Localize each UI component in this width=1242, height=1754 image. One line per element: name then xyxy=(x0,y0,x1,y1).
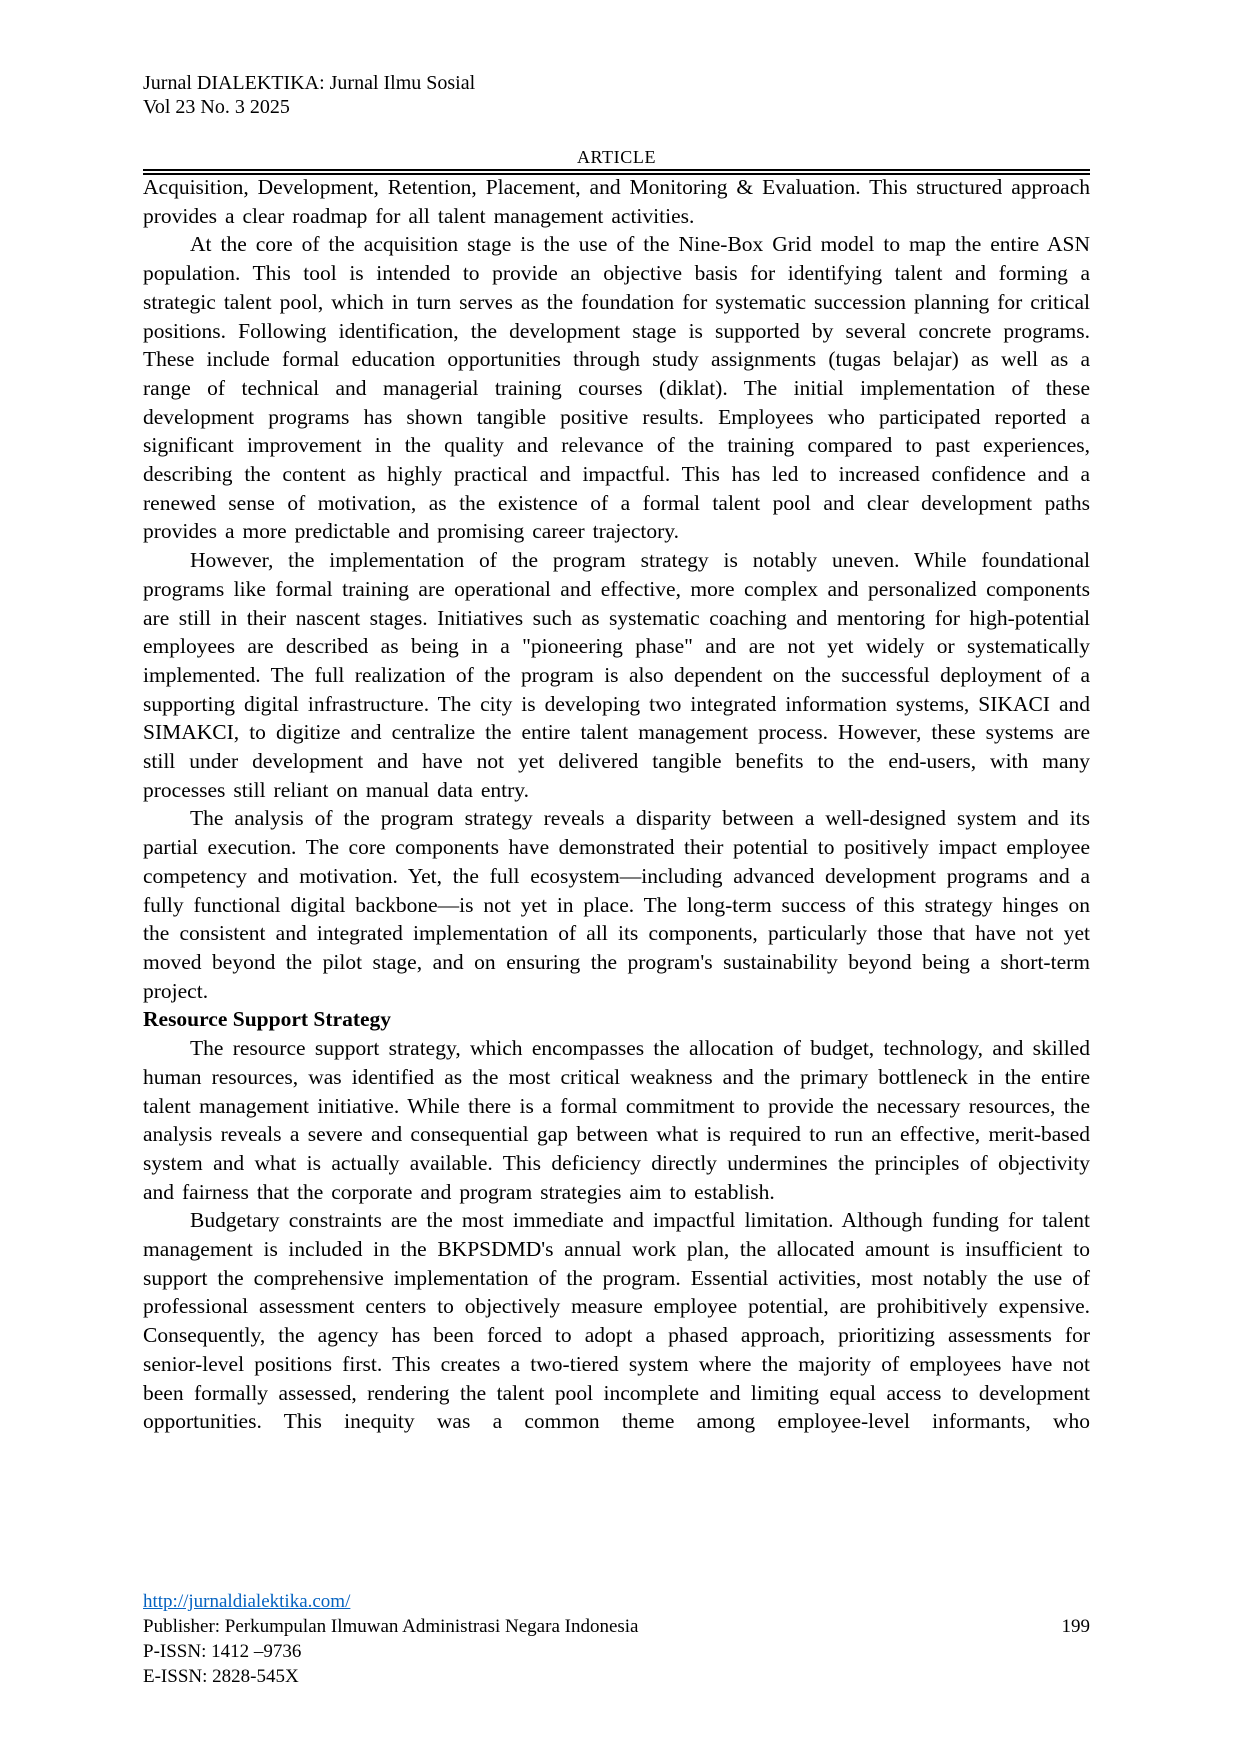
body-paragraph: The analysis of the program strategy reveals a disparity between a well-designed system and its partial execution. The core components have demonstrated their potential to positively impact employee competency and motivation. Yet, the full ecosystem—including advanced development programs and a fully functional digital backbone—is not yet in place. The long-term success of this strategy hinges on the consistent and integrated implementation of all its components, particularly those that have not yet moved beyond the pilot stage, and on ensuring the program's sustainability beyond being a short-term project. xyxy=(143,806,1090,1003)
journal-url-row xyxy=(143,1589,1090,1614)
body-paragraph: However, the implementation of the program strategy is notably uneven. While foundational programs like formal training are operational and effective, more complex and personalized components are still in their nascent stages. Initiatives such as systematic coaching and mentoring for high-potential employees are described as being in a "pioneering phase" and are not yet widely or systematically implemented. The full realization of the program is also dependent on the successful deployment of a supporting digital infrastructure. The city is developing two integrated information systems, SIKACI and SIMAKCI, to digitize and centralize the entire talent management process. However, these systems are still under development and have not yet delivered tangible benefits to the end-users, with many processes still reliant on manual data entry. xyxy=(143,548,1090,802)
page-number: 199 xyxy=(1061,1616,1090,1637)
article-body xyxy=(143,173,1090,1436)
p-issn-text: P-ISSN: 1412 –9736 xyxy=(143,1641,302,1662)
body-paragraph: The resource support strategy, which encompasses the allocation of budget, technology, and skilled human resources, was identified as the most critical weakness and the primary bottleneck in the entire talent management initiative. While there is a formal commitment to provide the necessary resources, the analysis reveals a severe and consequential gap between what is required to run an effective, merit-based system and what is actually available. This deficiency directly undermines the principles of objectivity and fairness that the corporate and program strategies aim to establish. xyxy=(143,1036,1090,1204)
body-paragraph: Acquisition, Development, Retention, Placement, and Monitoring & Evaluation. This structured approach provides a clear roadmap for all talent management activities. xyxy=(143,175,1090,228)
volume-info: Vol 23 No. 3 2025 xyxy=(143,95,290,118)
journal-url-link[interactable]: http://jurnaldialektika.com/ xyxy=(143,1591,351,1612)
page-content xyxy=(143,0,1090,1436)
page-header xyxy=(143,72,1090,119)
e-issn-text: E-ISSN: 2828-545X xyxy=(143,1666,299,1687)
body-paragraph: At the core of the acquisition stage is the use of the Nine-Box Grid model to map the entire ASN population. This tool is intended to provide an objective basis for identifying talent and forming a strategic talent pool, which in turn serves as the foundation for systematic succession planning for critical positions. Following identification, the development stage is supported by several concrete programs. These include formal education opportunities through study assignments (tugas belajar) as well as a range of technical and managerial training courses (diklat). The initial implementation of these development programs has shown tangible positive results. Employees who participated reported a significant improvement in the quality and relevance of the training compared to past experiences, describing the content as highly practical and impactful. This has led to increased confidence and a renewed sense of motivation, as the existence of a formal talent pool and clear development paths provides a more predictable and promising career trajectory. xyxy=(143,232,1090,544)
journal-title: Jurnal DIALEKTIKA: Jurnal Ilmu Sosial xyxy=(143,72,476,94)
page-footer xyxy=(143,1589,1090,1689)
body-paragraph: Budgetary constraints are the most immediate and impactful limitation. Although funding for talent management is included in the BKPSDMD's annual work plan, the allocated amount is insufficient to support the comprehensive implementation of the program. Essential activities, most notably the use of professional assessment centers to objectively measure employee potential, are prohibitively expensive. Consequently, the agency has been forced to adopt a phased approach, prioritizing assessments for senior-level positions first. This creates a two-tiered system where the majority of employees have not been formally assessed, rendering the talent pool incomplete and limiting equal access to development opportunities. This inequity was a common theme among employee-level informants, who xyxy=(143,1208,1090,1434)
article-section-label: ARTICLE xyxy=(576,147,657,167)
publisher-row xyxy=(143,1614,1090,1639)
section-heading: Resource Support Strategy xyxy=(143,1007,392,1032)
publisher-text: Publisher: Perkumpulan Ilmuwan Administrasi Negara Indonesia xyxy=(143,1616,639,1637)
